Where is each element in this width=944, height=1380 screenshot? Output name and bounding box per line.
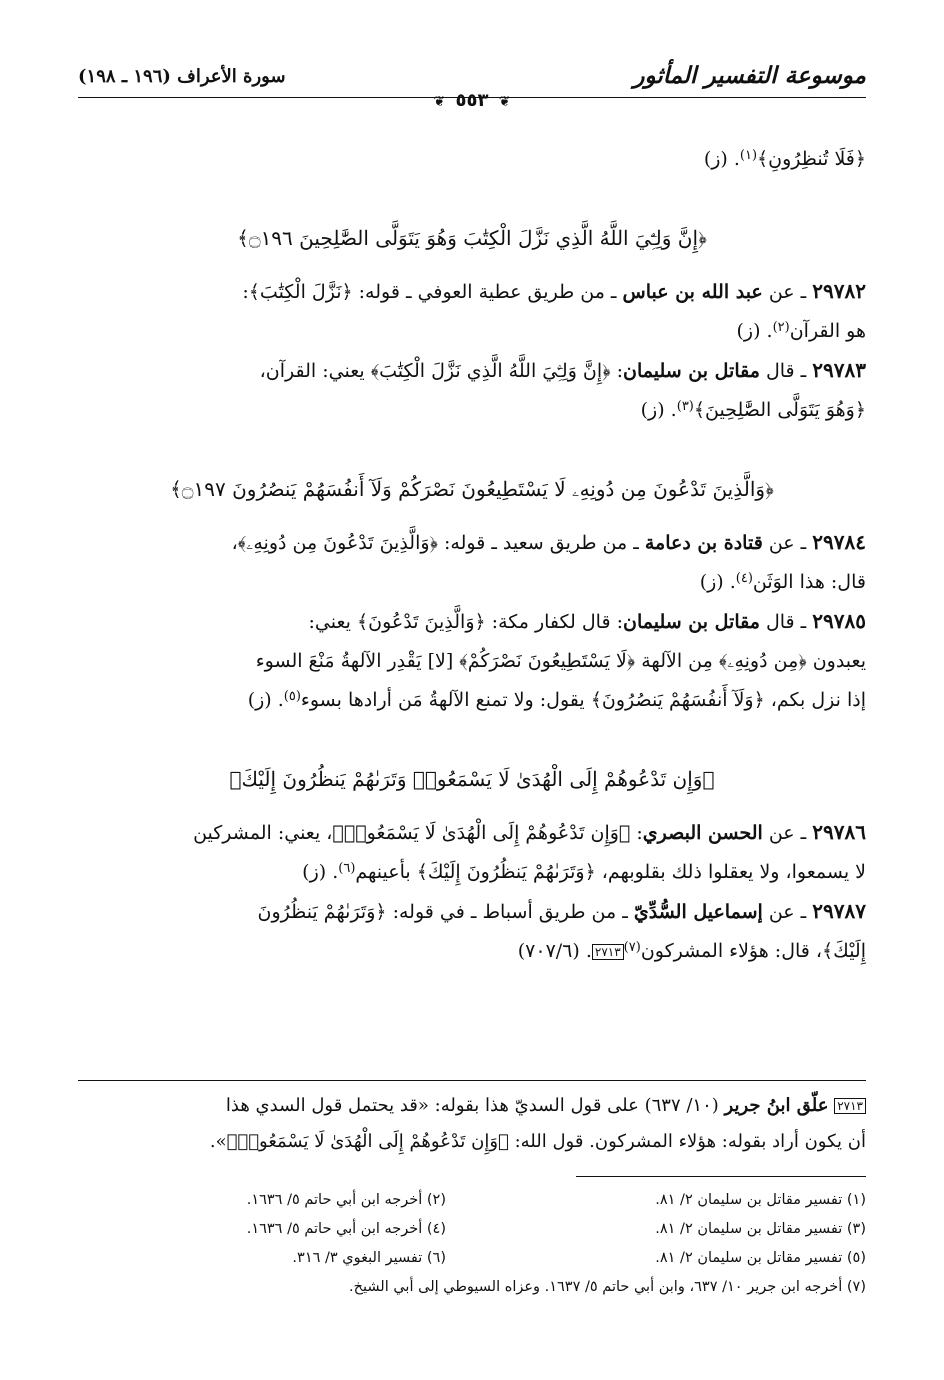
footnote-rule bbox=[576, 1176, 866, 1177]
footnote-ref: (٦) bbox=[338, 861, 356, 876]
footnote-ref: (٥) bbox=[283, 689, 301, 704]
page-number-row bbox=[0, 90, 944, 111]
footnote-3: (٣) تفسير مقاتل بن سليمان ٢/ ٨١. bbox=[655, 1221, 866, 1237]
text-line: قال: هذا الوَثَن$^{(٤)}$. (ز) bbox=[699, 571, 866, 593]
verse-198: ﴿وَإِن تَدْعُوهُمْ إِلَى الْهُدَىٰ لَا يَسْمَعُوا۟ وَتَرَىٰهُمْ يَنظُرُونَ إِلَيْكَ﴾ bbox=[229, 767, 715, 791]
commentary-number-box: ٢٧١٣ bbox=[834, 1098, 866, 1114]
footnote-1: (١) تفسير مقاتل بن سليمان ٢/ ٨١. bbox=[655, 1192, 866, 1208]
footnote-row bbox=[78, 1215, 866, 1244]
footnote-ref: (٢) bbox=[772, 320, 790, 335]
hadith-29782: ٢٩٧٨٢ ـ عن عبد الله بن عباس ـ من طريق عطية العوفي ـ قوله: ﴿نَزَّلَ الْكِتَٰبَ﴾: bbox=[242, 279, 866, 303]
text-line: لا يسمعوا، ولا يعقلوا ذلك بقلوبهم، ﴿وَتَرَىٰهُمْ يَنظُرُونَ إِلَيْكَ﴾ بأعينهم$^{(٦)}$. (ز) bbox=[302, 861, 866, 883]
verse-196: ﴿إِنَّ وَلِـِّۧيَ اللَّهُ الَّذِي نَزَّلَ الْكِتَٰبَ وَهُوَ يَتَوَلَّى الصَّٰلِحِينَ ۝١٩٦﴾ bbox=[237, 226, 707, 250]
surah-label: سورة الأعراف (١٩٦ ـ ١٩٨) bbox=[78, 66, 286, 87]
text-line: هو القرآن$^{(٢)}$. (ز) bbox=[736, 320, 866, 342]
main-text bbox=[78, 140, 866, 971]
hadith-29784: ٢٩٧٨٤ ـ عن قتادة بن دعامة ـ من طريق سعيد ـ قوله: ﴿وَالَّذِينَ تَدْعُونَ مِن دُونِهِۦ﴾، bbox=[231, 530, 866, 554]
text-line: يعبدون ﴿مِن دُونِهِۦ﴾ مِن الآلهة ﴿لَا يَسْتَطِيعُونَ نَصْرَكُمْ﴾ [لا] يَقْدِر الآلهةُ مَنْعَ السوء bbox=[255, 650, 866, 672]
commentary-rule bbox=[78, 1080, 866, 1081]
footnote-7: (٧) أخرجه ابن جرير ١٠/ ٦٣٧، وابن أبي حاتم ٥/ ١٦٣٧. وعزاه السيوطي إلى أبي الشيخ. bbox=[349, 1279, 866, 1295]
text-line: إذا نزل بكم، ﴿وَلَآ أَنفُسَهُمْ يَنصُرُونَ﴾ يقول: ولا تمنع الآلهةُ مَن أرادها بسوء$^{(٥)}$. (ز) bbox=[247, 689, 866, 711]
footnote-4: (٤) أخرجه ابن أبي حاتم ٥/ ١٦٣٦. bbox=[246, 1221, 446, 1237]
commentary-ref-box: ٢٧١٣ bbox=[592, 944, 624, 960]
page-number: ٥٥٣ bbox=[455, 90, 489, 111]
book-title: موسوعة التفسير المأثور bbox=[633, 62, 866, 89]
footnote-ref: (٤) bbox=[735, 571, 753, 586]
text-line: ﴿فَلَا تُنظِرُونِ﴾$^{(١)}$. (ز) bbox=[703, 148, 866, 170]
text-line: ﴿وَهُوَ يَتَوَلَّى الصَّٰلِحِينَ﴾$^{(٣)}$. (ز) bbox=[640, 399, 866, 421]
footnote-ref: (٣) bbox=[676, 399, 694, 414]
footnote-row bbox=[78, 1273, 866, 1302]
hadith-29786: ٢٩٧٨٦ ـ عن الحسن البصري: ﴿وَإِن تَدْعُوهُمْ إِلَى الْهُدَىٰ لَا يَسْمَعُوا۟﴾، يعني: المشركين bbox=[193, 820, 866, 844]
ornament-icon: ❦ bbox=[498, 94, 511, 110]
footnote-ref: (٧) bbox=[623, 940, 641, 955]
hadith-29785: ٢٩٧٨٥ ـ قال مقاتل بن سليمان: قال لكفار مكة: ﴿وَالَّذِينَ تَدْعُونَ﴾ يعني: bbox=[308, 609, 866, 633]
commentary-line: ٢٧١٣ علّق ابنُ جرير (١٠/ ٦٣٧) على قول السديّ هذا بقوله: «قد يحتمل قول السدي هذا bbox=[78, 1088, 866, 1124]
footnote-row bbox=[78, 1244, 866, 1273]
footnote-6: (٦) تفسير البغوي ٣/ ٣١٦. bbox=[292, 1250, 446, 1266]
footnote-2: (٢) أخرجه ابن أبي حاتم ٥/ ١٦٣٦. bbox=[246, 1192, 446, 1208]
commentary bbox=[78, 1088, 866, 1160]
verse-197: ﴿وَالَّذِينَ تَدْعُونَ مِن دُونِهِۦ لَا يَسْتَطِيعُونَ نَصْرَكُمْ وَلَآ أَنفُسَهُمْ يَنصُرُونَ ۝١٩٧﴾ bbox=[170, 477, 774, 501]
text-line: إِلَيْكَ﴾، قال: هؤلاء المشركون$^{(٧)}$٢٧١٣. (٧٠٧/٦) bbox=[517, 940, 866, 962]
footnote-5: (٥) تفسير مقاتل بن سليمان ٢/ ٨١. bbox=[655, 1250, 866, 1266]
commentary-line: أن يكون أراد بقوله: هؤلاء المشركون. قول الله: ﴿وَإِن تَدْعُوهُمْ إِلَى الْهُدَىٰ لَا يَسْمَعُوا۟﴾». bbox=[209, 1131, 866, 1152]
footnotes bbox=[78, 1186, 866, 1302]
footnote-ref: (١) bbox=[739, 148, 758, 163]
ornament-icon: ❦ bbox=[433, 94, 446, 110]
hadith-29783: ٢٩٧٨٣ ـ قال مقاتل بن سليمان: ﴿إِنَّ وَلِـِّۧيَ اللَّهُ الَّذِي نَزَّلَ الْكِتَٰبَ﴾ يعني: القرآن، bbox=[259, 358, 866, 382]
footnote-row bbox=[78, 1186, 866, 1215]
hadith-29787: ٢٩٧٨٧ ـ عن إسماعيل السُّدِّيّ ـ من طريق أسباط ـ في قوله: ﴿وَتَرَىٰهُمْ يَنظُرُونَ bbox=[257, 899, 866, 923]
